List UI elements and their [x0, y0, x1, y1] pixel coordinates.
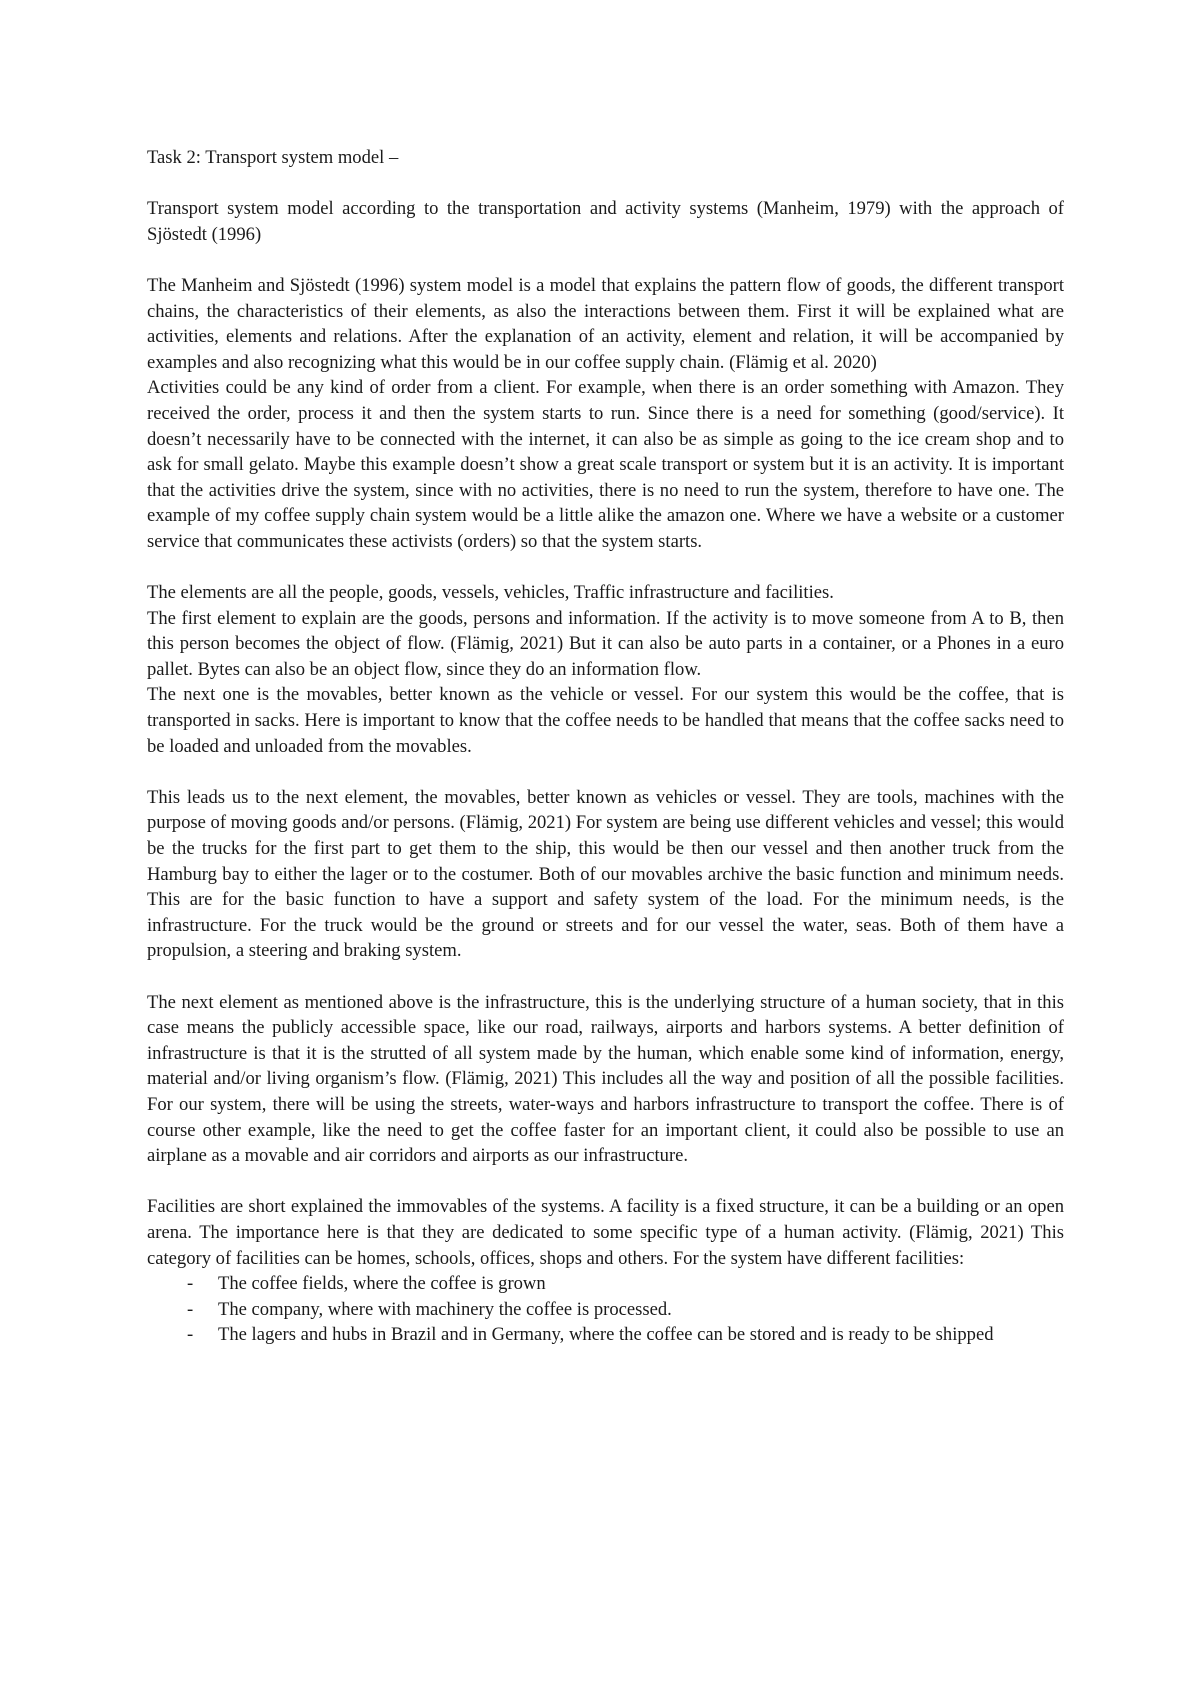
document-subtitle: Transport system model according to the transportation and activity systems (Manheim, 1979) with the approach of Sjöstedt (1996)	[147, 198, 1064, 245]
list-item	[147, 1297, 1064, 1323]
list-item	[147, 1322, 1064, 1348]
paragraph-goods-persons: The first element to explain are the goods, persons and information. If the activity is to move someone from A to B, then this person becomes the object of flow. (Flämig, 2021) But it can also be auto parts in a container, or a Phones in a euro pallet. Bytes can also be an object flow, since they do an information flow.	[147, 607, 1064, 680]
paragraph-facilities: Facilities are short explained the immovables of the systems. A facility is a fixed structure, it can be a building or an open arena. The importance here is that they are dedicated to some specific type of a human activity. (Flämig, 2021) This category of facilities can be homes, schools, offices, shops and others. For the system have different facilities:	[147, 1196, 1064, 1269]
list-bullet: -	[187, 1324, 194, 1346]
list-item-text: The coffee fields, where the coffee is grown	[218, 1273, 546, 1295]
paragraph-vehicles: This leads us to the next element, the movables, better known as vehicles or vessel. They are tools, machines with the purpose of moving goods and/or persons. (Flämig, 2021) For system are being use different vehicles and vessel; this would be the trucks for the first part to get them to the ship, this would be then our vessel and then another truck from the Hamburg bay to either the lager or to the costumer. Both of our movables archive the basic function and minimum needs. This are for the basic function to have a support and safety system of the load. For the minimum needs, is the infrastructure. For the truck would be the ground or streets and for our vessel the water, seas. Both of them have a propulsion, a steering and braking system.	[147, 786, 1064, 962]
list-bullet: -	[187, 1298, 194, 1320]
document-page	[147, 145, 1064, 1348]
document-title: Task 2: Transport system model –	[147, 147, 399, 168]
paragraph-activities: Activities could be any kind of order from a client. For example, when there is an order something with Amazon. They received the order, process it and then the system starts to run. Since there is a need for something (good/service). It doesn’t necessarily have to be connected with the internet, it can also be as simple as going to the ice cream shop and to ask for small gelato. Maybe this example doesn’t show a great scale transport or system but it is an activity. It is important that the activities drive the system, since with no activities, there is no need to run the system, therefore to have one. The example of my coffee supply chain system would be a little alike the amazon one. Where we have a website or a customer service that communicates these activists (orders) so that the system starts.	[147, 377, 1064, 552]
paragraph-intro: The Manheim and Sjöstedt (1996) system model is a model that explains the pattern flow of goods, the different transport chains, the characteristics of their elements, as also the interactions between them. First it will be explained what are activities, elements and relations. After the explanation of an activity, element and relation, it will be accompanied by examples and also recognizing what this would be in our coffee supply chain. (Flämig et al. 2020)	[147, 274, 1064, 373]
list-item-text: The company, where with machinery the coffee is processed.	[218, 1298, 672, 1320]
list-item-text: The lagers and hubs in Brazil and in Germany, where the coffee can be stored and is ready to be shipped	[218, 1324, 994, 1346]
facilities-list	[147, 1271, 1064, 1348]
list-bullet: -	[187, 1273, 194, 1295]
paragraph-elements: The elements are all the people, goods, vessels, vehicles, Traffic infrastructure and facilities.	[147, 582, 834, 604]
list-item	[147, 1271, 1064, 1297]
paragraph-infrastructure: The next element as mentioned above is the infrastructure, this is the underlying structure of a human society, that in this case means the publicly accessible space, like our road, railways, airports and harbors systems. A better definition of infrastructure is that it is the strutted of all system made by the human, which enable some kind of information, energy, material and/or living organism’s flow. (Flämig, 2021) This includes all the way and position of all the possible facilities. For our system, there will be using the streets, water-ways and harbors infrastructure to transport the coffee. There is of course other example, like the need to get the coffee faster for an important client, it could also be possible to use an airplane as a movable and air corridors and airports as our infrastructure.	[147, 991, 1064, 1167]
paragraph-movables-coffee: The next one is the movables, better known as the vehicle or vessel. For our system this would be the coffee, that is transported in sacks. Here is important to know that the coffee needs to be handled that means that the coffee sacks need to be loaded and unloaded from the movables.	[147, 684, 1064, 757]
